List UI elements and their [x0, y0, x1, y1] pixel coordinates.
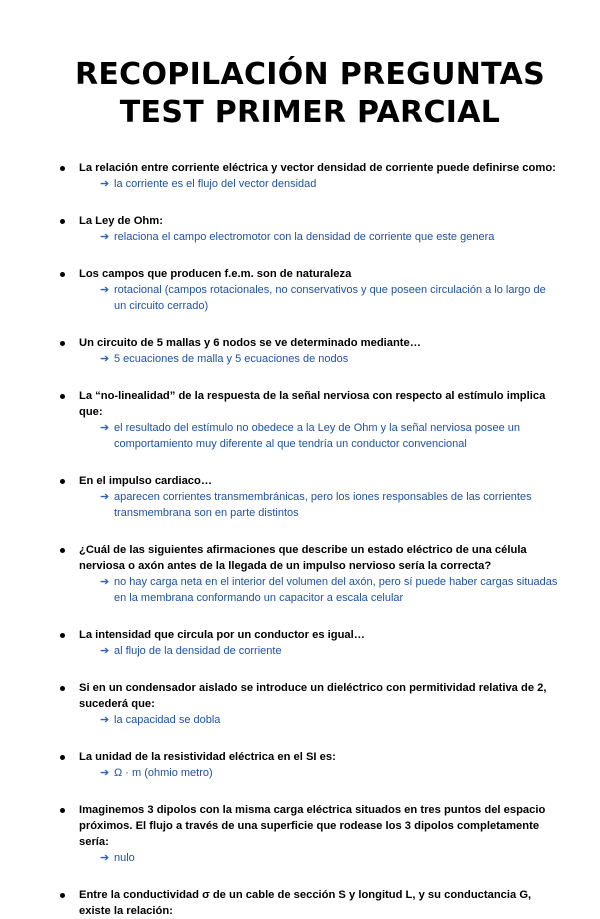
answer-item	[100, 574, 560, 606]
question-item	[60, 213, 560, 245]
answer-list	[79, 643, 560, 659]
question-item	[60, 388, 560, 452]
bullet-icon	[60, 893, 65, 898]
question-item	[60, 335, 560, 367]
bullet-icon	[60, 272, 65, 277]
answer-text: 5 ecuaciones de malla y 5 ecuaciones de nodos	[114, 353, 349, 365]
bullet-icon	[60, 633, 65, 638]
answer-item	[100, 176, 560, 192]
question-item	[60, 749, 560, 781]
arrow-right-icon: ➔	[100, 576, 110, 588]
arrow-right-icon: ➔	[100, 714, 110, 726]
answer-text: rotacional (campos rotacionales, no conservativos y que poseen circulación a lo largo de un circuito cerrado)	[114, 284, 546, 312]
answer-list	[79, 420, 560, 452]
answer-item	[100, 643, 560, 659]
bullet-icon	[60, 548, 65, 553]
arrow-right-icon: ➔	[100, 491, 110, 503]
bullet-icon	[60, 219, 65, 224]
answer-list	[79, 176, 560, 192]
question-text: La Ley de Ohm:	[79, 215, 163, 227]
answer-text: la corriente es el flujo del vector densidad	[114, 178, 317, 190]
bullet-icon	[60, 755, 65, 760]
question-text: La relación entre corriente eléctrica y vector densidad de corriente puede definirse como:	[79, 162, 556, 174]
arrow-right-icon: ➔	[100, 422, 110, 434]
question-item	[60, 802, 560, 866]
question-list	[60, 160, 560, 919]
answer-text: Ω · m (ohmio metro)	[114, 767, 213, 779]
question-text: La intensidad que circula por un conductor es igual…	[79, 629, 365, 641]
answer-list	[79, 489, 560, 521]
arrow-right-icon: ➔	[100, 767, 110, 779]
bullet-icon	[60, 166, 65, 171]
answer-text: la capacidad se dobla	[114, 714, 221, 726]
answer-text: el resultado del estímulo no obedece a la Ley de Ohm y la señal nerviosa posee un comportamiento muy diferente al que tendría un conductor convencional	[114, 422, 521, 450]
question-text: Un circuito de 5 mallas y 6 nodos se ve determinado mediante…	[79, 337, 421, 349]
answer-item	[100, 489, 560, 521]
arrow-right-icon: ➔	[100, 284, 110, 296]
question-text: En el impulso cardiaco…	[79, 475, 213, 487]
question-text: ¿Cuál de las siguientes afirmaciones que describe un estado eléctrico de una célula nerviosa o axón antes de la llegada de un impulso nervioso sería la correcta?	[79, 544, 527, 572]
answer-item	[100, 712, 560, 728]
question-text: Si en un condensador aislado se introduce un dieléctrico con permitividad relativa de 2, sucederá que:	[79, 682, 547, 710]
question-item	[60, 266, 560, 314]
arrow-right-icon: ➔	[100, 231, 110, 243]
answer-item	[100, 850, 560, 866]
answer-item	[100, 282, 560, 314]
question-item	[60, 680, 560, 728]
answer-item	[100, 420, 560, 452]
title-line-1: RECOPILACIÓN PREGUNTAS	[74, 57, 546, 92]
answer-item	[100, 765, 560, 781]
question-text: La unidad de la resistividad eléctrica en el SI es:	[79, 751, 336, 763]
question-item	[60, 542, 560, 606]
answer-item	[100, 229, 560, 245]
answer-text: relaciona el campo electromotor con la densidad de corriente que este genera	[114, 231, 495, 243]
answer-item	[100, 351, 560, 367]
bullet-icon	[60, 479, 65, 484]
question-item	[60, 887, 560, 919]
question-text: Los campos que producen f.e.m. son de naturaleza	[79, 268, 352, 280]
answer-text: no hay carga neta en el interior del volumen del axón, pero sí puede haber cargas situadas en la membrana conformando un capacitor a escala celular	[114, 576, 558, 604]
question-item	[60, 160, 560, 192]
bullet-icon	[60, 341, 65, 346]
bullet-icon	[60, 686, 65, 691]
arrow-right-icon: ➔	[100, 852, 110, 864]
question-text: Imaginemos 3 dipolos con la misma carga eléctrica situados en tres puntos del espacio próximos. El flujo a través de una superficie que rodease los 3 dipolos completamente sería:	[79, 804, 546, 848]
answer-text: aparecen corrientes transmembránicas, pero los iones responsables de las corrientes transmembrana son en parte distintos	[114, 491, 532, 519]
arrow-right-icon: ➔	[100, 353, 110, 365]
question-text: Entre la conductividad σ de un cable de sección S y longitud L, y su conductancia G, existe la relación:	[79, 889, 532, 917]
answer-text: nulo	[114, 852, 135, 864]
answer-list	[79, 850, 560, 866]
title-line-2: TEST PRIMER PARCIAL	[119, 95, 501, 130]
bullet-icon	[60, 394, 65, 399]
answer-list	[79, 282, 560, 314]
arrow-right-icon: ➔	[100, 645, 110, 657]
question-item	[60, 473, 560, 521]
document-page	[0, 56, 600, 917]
answer-list	[79, 351, 560, 367]
question-text: La “no-linealidad” de la respuesta de la señal nerviosa con respecto al estímulo implica que:	[79, 390, 546, 418]
answer-text: al flujo de la densidad de corriente	[114, 645, 282, 657]
answer-list	[79, 574, 560, 606]
answer-list	[79, 229, 560, 245]
document-title	[60, 56, 560, 132]
arrow-right-icon: ➔	[100, 178, 110, 190]
answer-list	[79, 712, 560, 728]
bullet-icon	[60, 808, 65, 813]
question-item	[60, 627, 560, 659]
answer-list	[79, 765, 560, 781]
